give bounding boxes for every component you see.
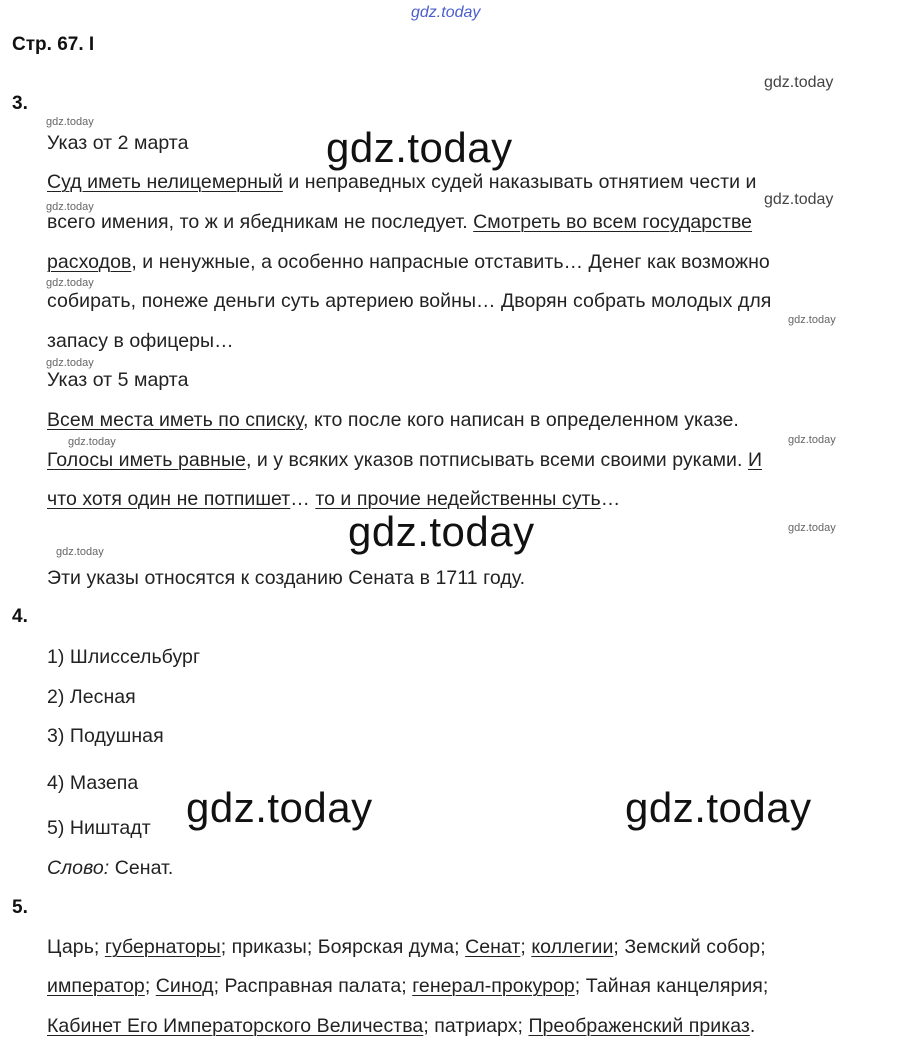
text-run: . bbox=[749, 1015, 756, 1037]
text-run: , и у всяких указов потписывать всеми своими руками. bbox=[245, 449, 748, 471]
text-run: , и ненужные, а особенно напрасные отставить… Денег как возможно bbox=[131, 251, 770, 273]
underlined-phrase: Голосы иметь равные bbox=[47, 449, 246, 471]
text-run: … bbox=[600, 488, 621, 510]
watermark-medium: gdz.today bbox=[764, 191, 834, 208]
decree-1-title: Указ от 2 марта bbox=[47, 132, 189, 154]
watermark-top: gdz.today bbox=[411, 4, 481, 21]
list-item: 5) Ништадт bbox=[47, 817, 151, 839]
page-title: Стр. 67. I bbox=[12, 34, 95, 55]
underlined-phrase: Суд иметь нелицемерный bbox=[47, 171, 283, 193]
underlined-phrase: губернаторы bbox=[104, 936, 221, 958]
task-3-line-3 bbox=[47, 250, 770, 274]
list-item: 2) Лесная bbox=[47, 686, 136, 708]
decree-2-title: Указ от 5 марта bbox=[47, 369, 189, 391]
task-5-number: 5. bbox=[12, 897, 28, 918]
task-3-line-1 bbox=[47, 170, 756, 194]
underlined-phrase: Кабинет Его Императорского Величества bbox=[47, 1015, 424, 1037]
text-run: ; приказы; Боярская дума; bbox=[220, 936, 466, 958]
text-run: ; Земский собор; bbox=[613, 936, 766, 958]
watermark-large: gdz.today bbox=[186, 784, 373, 831]
text-run: и неправедных судей наказывать отнятием чести и bbox=[282, 171, 757, 193]
text-run: … bbox=[290, 488, 316, 510]
text-run: ; патриарх; bbox=[423, 1015, 529, 1037]
task-3-conclusion: Эти указы относятся к созданию Сената в 1711 году. bbox=[47, 567, 526, 589]
watermark-small: gdz.today bbox=[46, 357, 94, 369]
word-label: Слово: bbox=[47, 857, 110, 879]
task-5-line-1 bbox=[47, 935, 766, 959]
task-3-line-7 bbox=[47, 448, 762, 472]
text-run: ; Тайная канцелярия; bbox=[574, 975, 769, 997]
text-run: ; Расправная палата; bbox=[213, 975, 413, 997]
underlined-phrase: император bbox=[47, 975, 145, 997]
underlined-phrase: Смотреть во всем государстве bbox=[473, 211, 753, 233]
underlined-phrase: Сенат bbox=[465, 936, 521, 958]
underlined-phrase: Синод bbox=[155, 975, 214, 997]
task-3-line-5: запасу в офицеры… bbox=[47, 330, 234, 352]
text-run: всего имения, то ж и ябедникам не последует. bbox=[47, 211, 474, 233]
task-3-line-4: собирать, понеже деньги суть артериею войны… Дворян собрать молодых для bbox=[47, 290, 772, 312]
task-4-answer-word bbox=[47, 856, 173, 880]
text-run: ; bbox=[520, 936, 532, 958]
list-item: 1) Шлиссельбург bbox=[47, 646, 201, 668]
watermark-small: gdz.today bbox=[46, 116, 94, 128]
watermark-small: gdz.today bbox=[788, 522, 836, 534]
underlined-phrase: что хотя один не потпишет bbox=[47, 488, 291, 510]
task-3-line-2 bbox=[47, 210, 752, 234]
word-value: Сенат. bbox=[109, 857, 174, 879]
underlined-phrase: генерал-прокурор bbox=[412, 975, 575, 997]
watermark-medium: gdz.today bbox=[764, 74, 834, 91]
text-run: Царь; bbox=[47, 936, 105, 958]
watermark-small: gdz.today bbox=[46, 201, 94, 213]
task-4-number: 4. bbox=[12, 606, 28, 627]
underlined-phrase: Всем места иметь по списку bbox=[47, 409, 304, 431]
underlined-phrase: то и прочие недейственны суть bbox=[315, 488, 601, 510]
watermark-small: gdz.today bbox=[788, 314, 836, 326]
watermark-large: gdz.today bbox=[625, 784, 812, 831]
task-5-line-3 bbox=[47, 1014, 755, 1038]
watermark-small: gdz.today bbox=[68, 436, 116, 448]
watermark-large: gdz.today bbox=[348, 508, 535, 555]
task-5-line-2 bbox=[47, 974, 768, 998]
watermark-large: gdz.today bbox=[326, 124, 513, 171]
list-item: 3) Подушная bbox=[47, 725, 164, 747]
list-item: 4) Мазепа bbox=[47, 772, 139, 794]
underlined-phrase: коллегии bbox=[531, 936, 614, 958]
underlined-phrase: И bbox=[747, 449, 763, 471]
task-3-number: 3. bbox=[12, 93, 28, 114]
text-run: ; bbox=[144, 975, 156, 997]
watermark-small: gdz.today bbox=[788, 434, 836, 446]
text-run: , кто после кого написан в определенном указе. bbox=[303, 409, 739, 431]
watermark-small: gdz.today bbox=[56, 546, 104, 558]
underlined-phrase: расходов bbox=[47, 251, 132, 273]
task-3-line-6 bbox=[47, 408, 739, 432]
watermark-small: gdz.today bbox=[46, 277, 94, 289]
underlined-phrase: Преображенский приказ bbox=[528, 1015, 750, 1037]
